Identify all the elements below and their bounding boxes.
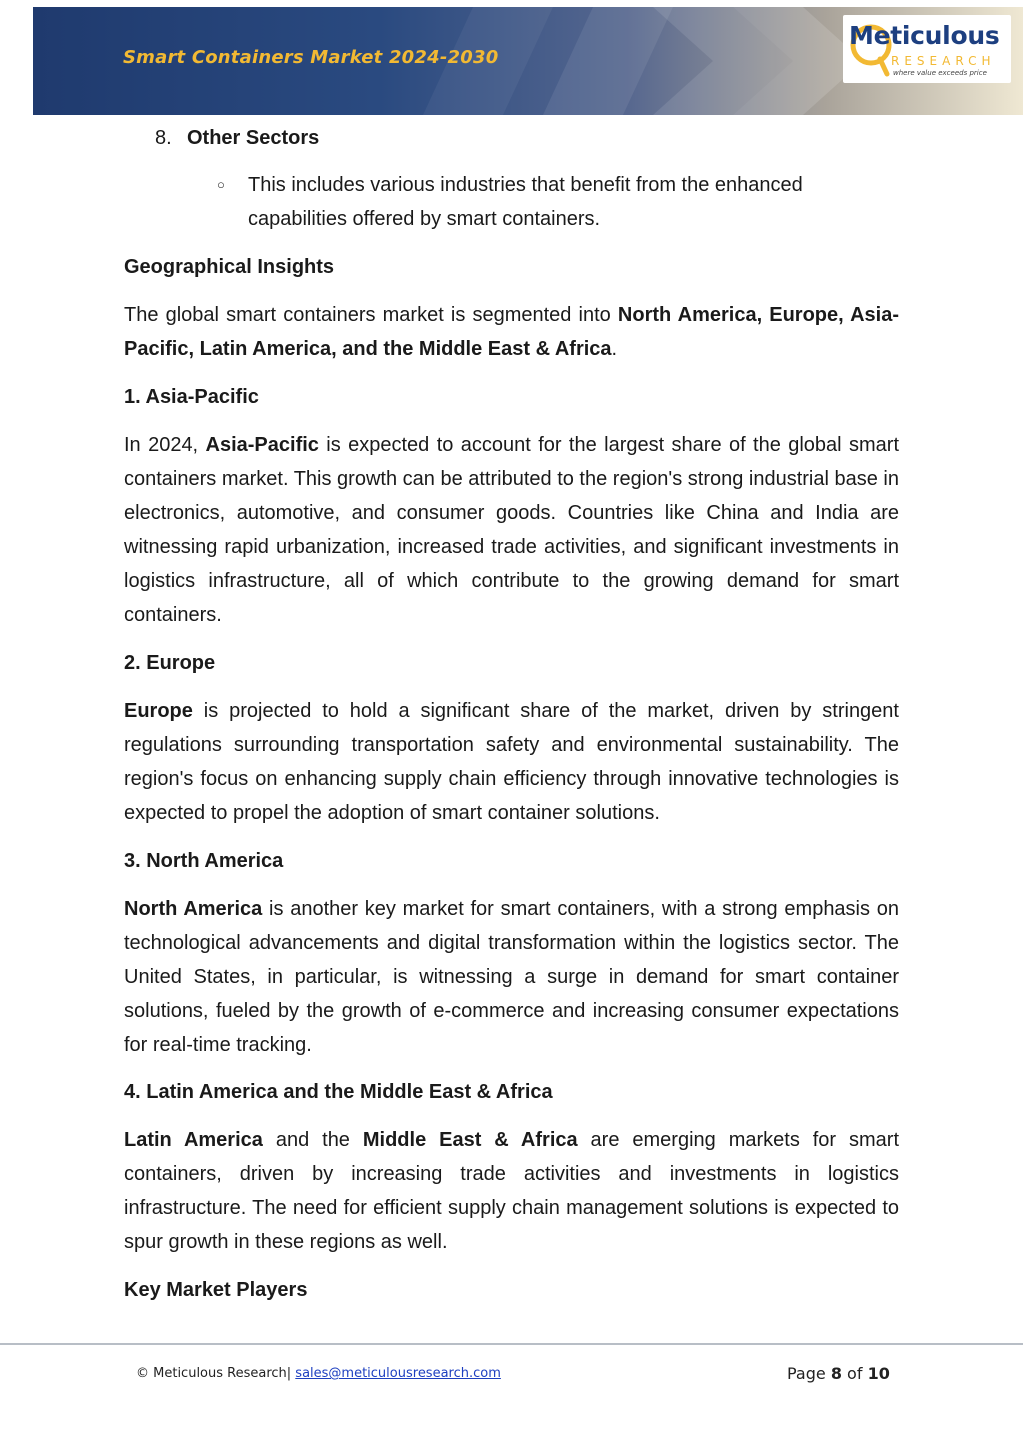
logo-subtitle: RESEARCH: [891, 54, 996, 68]
sub-bullet-item: [217, 168, 899, 236]
text-run: The global smart containers market is segmented into: [124, 304, 618, 326]
paragraph-asia-pacific: [124, 428, 899, 632]
paragraph-europe: [124, 694, 899, 830]
numbered-item-other-sectors: [155, 118, 899, 158]
section-heading-europe: 2. Europe: [124, 652, 216, 674]
text-run: and the: [262, 1129, 363, 1151]
bold-text-run: Asia-Pacific: [205, 434, 319, 456]
current-page-number: 8: [830, 1364, 842, 1383]
bold-text-run: Europe: [124, 700, 193, 722]
copyright-text: © Meticulous Research|: [136, 1366, 296, 1381]
total-page-count: 10: [867, 1364, 890, 1383]
text-run: are emerging markets for smart containers, driven by increasing trade activities and investments in logistics infrastructure. The need for efficient supply chain management solutions is expected to spur growth in these regions as well.: [124, 1129, 900, 1253]
page-of-label: of: [841, 1364, 868, 1383]
report-title: Smart Containers Market 2024-2030: [123, 47, 499, 68]
paragraph-latam-mea: [124, 1123, 899, 1259]
hollow-circle-bullet-icon: ○: [217, 177, 225, 192]
bold-text-run: Latin America: [124, 1129, 263, 1151]
bold-text-run: Middle East & Africa: [362, 1129, 578, 1151]
logo-tagline: where value exceeds price: [893, 69, 987, 77]
section-heading-asia-pacific: 1. Asia-Pacific: [124, 386, 259, 408]
bold-text-run: North America, Europe, Asia-Pacific, Latin America, and the Middle East & Africa: [124, 304, 899, 360]
email-link[interactable]: sales@meticulousresearch.com: [295, 1366, 501, 1381]
item-number: 8.: [155, 127, 172, 149]
page-content: [124, 118, 899, 1307]
bold-text-run: North America: [124, 898, 263, 920]
logo-wordmark: Meticulous: [849, 21, 1000, 50]
section-heading-north-america: 3. North America: [124, 850, 284, 872]
page-number: [787, 1364, 890, 1383]
text-run: In 2024,: [124, 434, 206, 456]
text-run: is expected to account for the largest share of the global smart containers market. This growth can be attributed to the region's strong industrial base in electronics, automotive, and consumer goods. Countries like China and India are witnessing rapid urbanization, increased trade activities, and significant investments in logistics infrastructure, all of which contribute to the growing demand for smart containers.: [124, 434, 899, 626]
meticulous-research-logo: [843, 15, 1011, 83]
page-label: Page: [787, 1364, 831, 1383]
header-banner: [33, 7, 1023, 115]
paragraph-north-america: [124, 892, 899, 1062]
footer-divider: [0, 1343, 1023, 1345]
text-run: is another key market for smart containers, with a strong emphasis on technological advancements and digital transformation within the logistics sector. The United States, in particular, is witnessing a surge in demand for smart container solutions, fueled by the growth of e-commerce and increasing consumer expectations for real-time tracking.: [124, 898, 899, 1056]
section-heading-geographical-insights: Geographical Insights: [124, 256, 335, 278]
footer-copyright: [136, 1366, 501, 1381]
sub-bullet-text: This includes various industries that benefit from the enhanced capabilities offered by smart containers.: [248, 174, 803, 230]
text-run: .: [611, 338, 618, 360]
item-label: Other Sectors: [187, 127, 320, 149]
paragraph-geo-intro: [124, 298, 899, 366]
section-heading-latam-mea: 4. Latin America and the Middle East & Africa: [124, 1081, 553, 1103]
text-run: is projected to hold a significant share of the market, driven by stringent regulations surrounding transportation safety and environmental sustainability. The region's focus on enhancing supply chain efficiency through innovative technologies is expected to propel the adoption of smart container solutions.: [124, 700, 899, 824]
section-heading-key-market-players: Key Market Players: [124, 1279, 308, 1301]
